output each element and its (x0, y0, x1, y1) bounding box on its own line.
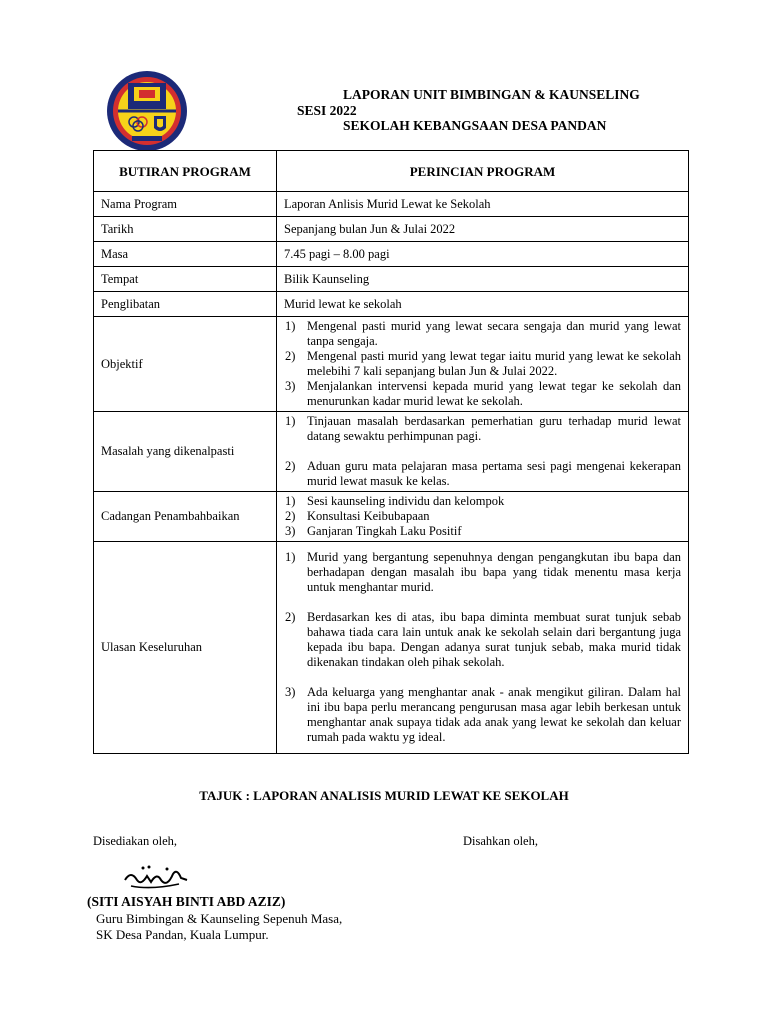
row-label: Tempat (94, 267, 277, 292)
table-row-objektif (94, 317, 689, 412)
list-item: 3) Menjalankan intervensi kepada murid yang lewat tegar ke sekolah dan menurunkan kadar murid lewat ke sekolah. (285, 379, 681, 408)
prepared-by-label: Disediakan oleh, (93, 834, 178, 848)
list-item: 2) Berdasarkan kes di atas, ibu bapa diminta membuat surat tunjuk sebab bahawa tiada cara lain untuk anak ke sekolah selain dari bergantung juga kepada ibu bapa. Dengan adanya surat tunjuk sebab, maka murid tidak dikenakan tindakan oleh pihak sekolah. (285, 610, 681, 669)
row-label: Masa (94, 242, 277, 267)
list-item: 1) Mengenal pasti murid yang lewat secara sengaja dan murid yang lewat tanpa sengaja. (285, 319, 681, 348)
report-subject: TAJUK : LAPORAN ANALISIS MURID LEWAT KE SEKOLAH (199, 788, 569, 803)
row-label: Tarikh (94, 217, 277, 242)
report-session: SESI 2022 (297, 103, 357, 118)
row-value: Murid lewat ke sekolah (277, 292, 689, 317)
program-table (93, 150, 689, 754)
objektif-list (284, 319, 681, 409)
school-name: SEKOLAH KEBANGSAAN DESA PANDAN (343, 118, 607, 133)
list-item: 1) Tinjauan masalah berdasarkan pemerhatian guru terhadap murid lewat datang sewaktu perhimpunan pagi. (285, 414, 681, 443)
row-label: Masalah yang dikenalpasti (94, 412, 277, 492)
approved-by-label: Disahkan oleh, (463, 834, 538, 848)
table-row (94, 242, 689, 267)
report-title: LAPORAN UNIT BIMBINGAN & KAUNSELING (343, 87, 640, 102)
cadangan-list (284, 494, 681, 539)
table-row (94, 292, 689, 317)
row-label: Objektif (94, 317, 277, 412)
row-value: Laporan Anlisis Murid Lewat ke Sekolah (277, 192, 689, 217)
table-row (94, 267, 689, 292)
list-item: 1) Murid yang bergantung sepenuhnya dengan pengangkutan ibu bapa dan berhadapan dengan masalah ibu bapa yang tidak menentu masa kerja untuk menghantar murid. (285, 550, 681, 594)
row-label: Penglibatan (94, 292, 277, 317)
row-value: 7.45 pagi – 8.00 pagi (277, 242, 689, 267)
masalah-list (284, 414, 681, 489)
col-header-perincian: PERINCIAN PROGRAM (277, 151, 689, 192)
row-value: Sepanjang bulan Jun & Julai 2022 (277, 217, 689, 242)
list-item: 3) Ada keluarga yang menghantar anak - anak mengikut giliran. Dalam hal ini ibu bapa perlu merancang pengurusan masa agar lebih berkesan untuk menghantar anak supaya tidak ada anak yang lewat ke sekolah dan keluar rumah pada waktu yg ideal. (285, 685, 681, 744)
list-item: 2) Aduan guru mata pelajaran masa pertama sesi pagi mengenai kekerapan murid lewat masuk ke kelas. (285, 459, 681, 488)
table-row-ulasan (94, 542, 689, 754)
col-header-butiran: BUTIRAN PROGRAM (94, 151, 277, 192)
signatory-position: Guru Bimbingan & Kaunseling Sepenuh Masa, (96, 911, 343, 926)
list-item: 2) Mengenal pasti murid yang lewat tegar iaitu murid yang lewat ke sekolah melebihi 7 kali sepanjang bulan Jun & Julai 2022. (285, 349, 681, 378)
row-label: Nama Program (94, 192, 277, 217)
row-value: Bilik Kaunseling (277, 267, 689, 292)
list-item: 2) Konsultasi Keibubapaan (285, 509, 430, 523)
list-item: 1) Sesi kaunseling individu dan kelompok (285, 494, 505, 508)
table-row (94, 217, 689, 242)
table-row-cadangan (94, 492, 689, 542)
row-label: Ulasan Keseluruhan (94, 542, 277, 754)
handwritten-signature (121, 862, 191, 892)
table-row (94, 192, 689, 217)
school-logo (104, 70, 190, 152)
table-header-row (94, 151, 689, 192)
table-row-masalah (94, 412, 689, 492)
signatory-school: SK Desa Pandan, Kuala Lumpur. (96, 927, 269, 942)
ulasan-list (284, 550, 681, 745)
signatory-name: (SITI AISYAH BINTI ABD AZIZ) (87, 894, 286, 909)
list-item: 3) Ganjaran Tingkah Laku Positif (285, 524, 462, 538)
row-label: Cadangan Penambahbaikan (94, 492, 277, 542)
